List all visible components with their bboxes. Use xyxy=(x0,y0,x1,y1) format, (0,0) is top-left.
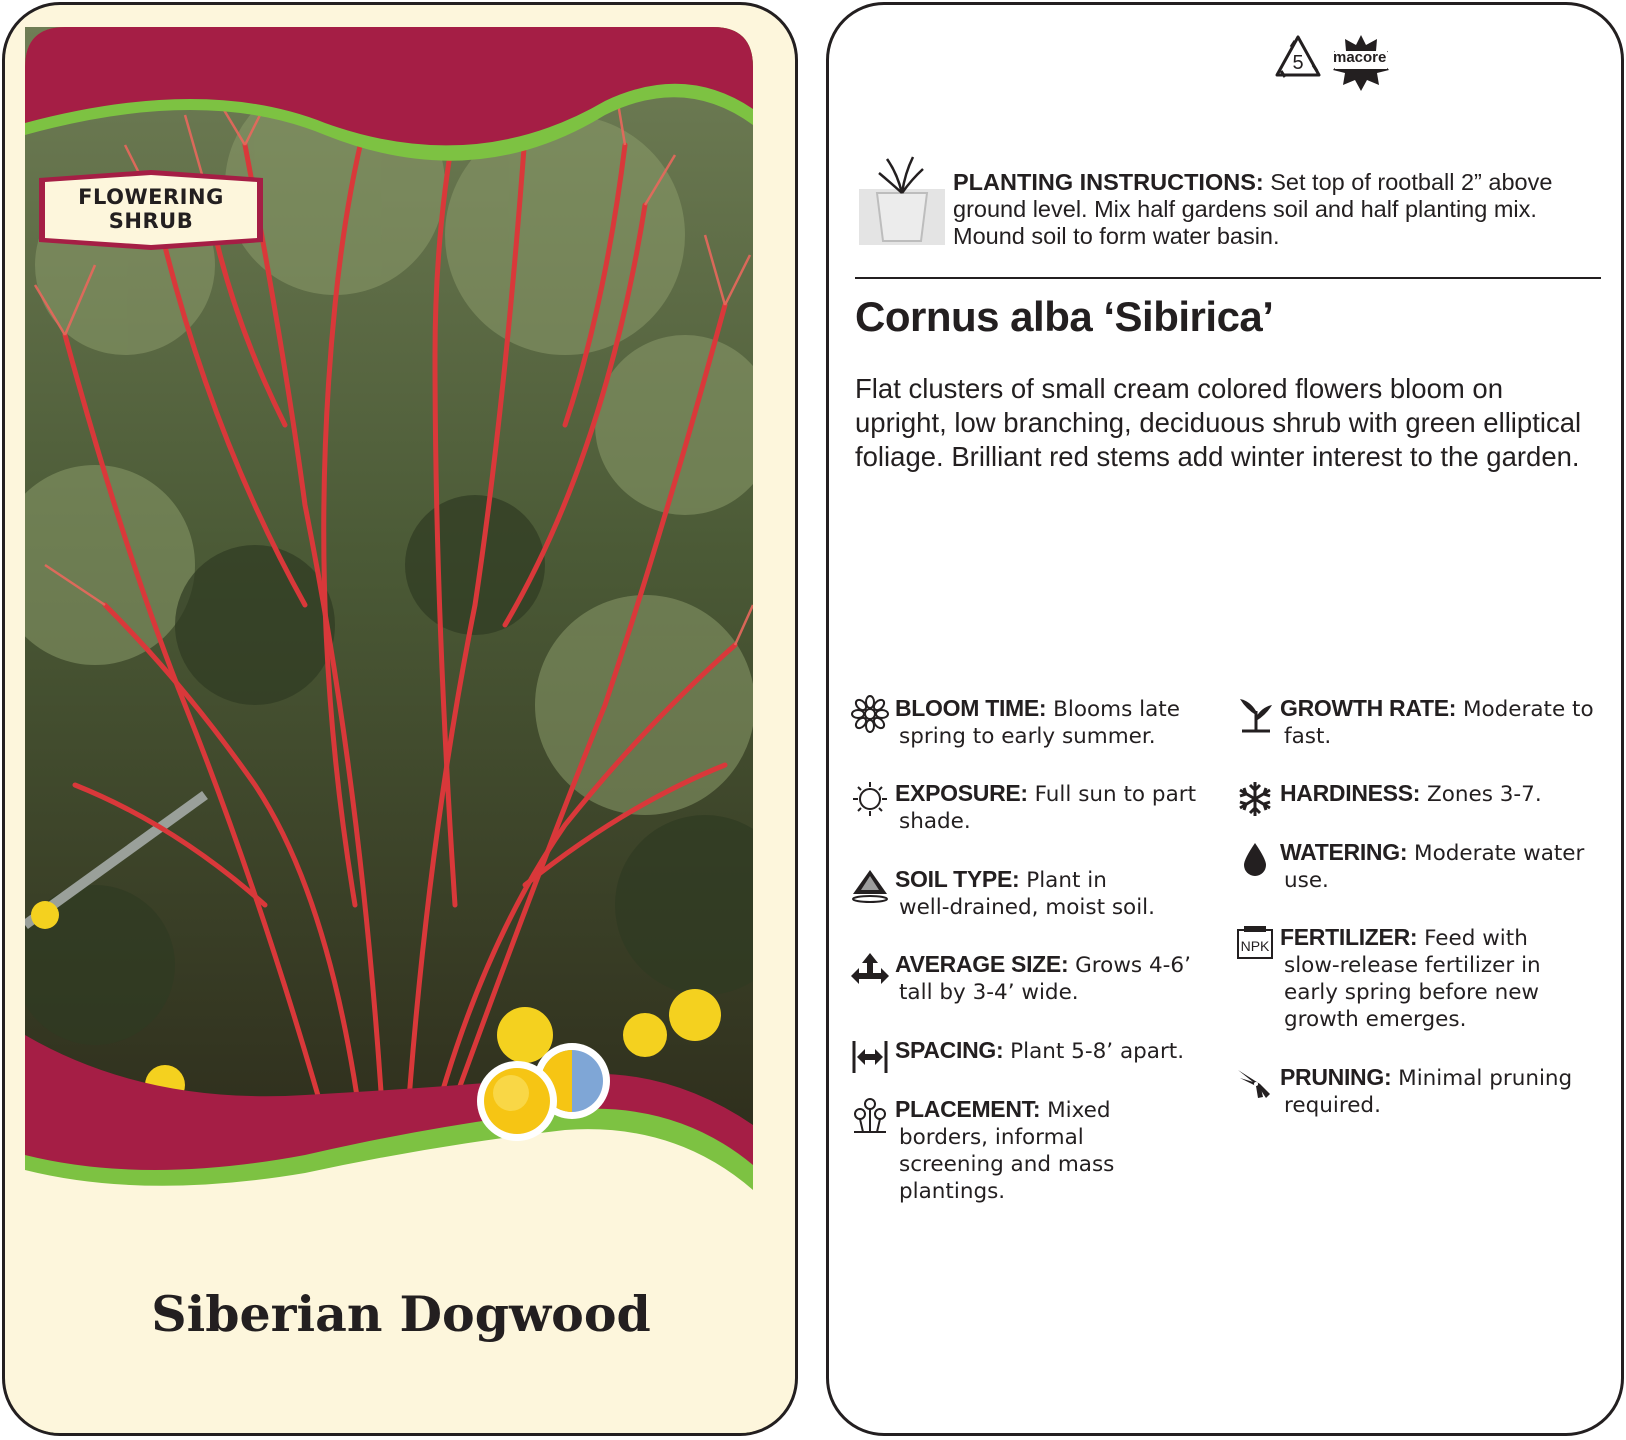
attr-label: PRUNING: xyxy=(1280,1064,1392,1090)
attr-text: Grows 4-6’ xyxy=(1068,953,1191,978)
water-drop-icon xyxy=(1236,839,1274,877)
attr-label: WATERING: xyxy=(1280,839,1408,865)
planting-instructions xyxy=(953,169,1593,250)
attr-text: borders, informal xyxy=(899,1125,1084,1150)
attr-text: Zones 3-7. xyxy=(1420,782,1542,807)
sun-icon xyxy=(851,780,889,818)
attr-text: Feed with xyxy=(1417,926,1528,951)
flower-icon xyxy=(851,695,889,733)
badge-line2: SHRUB xyxy=(108,209,194,233)
attr-text: Blooms late xyxy=(1046,697,1180,722)
attr-growth-rate xyxy=(1280,695,1620,750)
attr-text: spring to early summer. xyxy=(899,724,1156,749)
attr-label: SOIL TYPE: xyxy=(895,866,1020,892)
spacing-icon xyxy=(851,1037,889,1075)
attr-text: Moderate water xyxy=(1407,841,1585,866)
npk-icon-text: NPK xyxy=(1240,938,1270,954)
botanical-name: Cornus alba ‘Sibirica’ xyxy=(855,293,1274,340)
attr-fertilizer xyxy=(1240,924,1620,1033)
attr-label: EXPOSURE: xyxy=(895,780,1028,806)
attr-text: slow-release fertilizer in xyxy=(1284,953,1541,978)
recycle-number: 5 xyxy=(1292,52,1304,74)
attr-label: GROWTH RATE: xyxy=(1280,695,1457,721)
attr-label: BLOOM TIME: xyxy=(895,695,1047,721)
attr-text: Plant in xyxy=(1019,868,1107,893)
attr-text: use. xyxy=(1284,868,1329,893)
common-name: Siberian Dogwood xyxy=(151,1285,651,1343)
attr-text: Mixed xyxy=(1040,1098,1111,1123)
attr-text: growth emerges. xyxy=(1284,1007,1467,1032)
attr-exposure xyxy=(895,780,1235,835)
attr-text: well-drained, moist soil. xyxy=(899,895,1155,920)
attr-text: early spring before new xyxy=(1284,980,1540,1005)
badge-line1: FLOWERING xyxy=(78,185,224,209)
attr-label: PLACEMENT: xyxy=(895,1096,1041,1122)
attr-text: Minimal pruning xyxy=(1391,1066,1573,1091)
plant-description: Flat clusters of small cream colored flowers bloom on upright, low branching, deciduous shrub with green elliptical foliage. Brilliant red stems add winter interest to the garden. xyxy=(855,373,1582,472)
full-sun-icon xyxy=(477,1061,557,1141)
attr-text: Moderate to xyxy=(1456,697,1594,722)
attr-text: screening and mass xyxy=(899,1152,1115,1177)
category-label xyxy=(37,185,265,233)
attr-text: required. xyxy=(1284,1093,1381,1118)
attr-bloom-time xyxy=(895,695,1235,750)
attr-text: plantings. xyxy=(899,1179,1006,1204)
attr-text: shade. xyxy=(899,809,971,834)
attr-hardiness xyxy=(1280,780,1620,808)
attr-placement xyxy=(895,1096,1235,1205)
planting-label: PLANTING INSTRUCTIONS: xyxy=(953,169,1264,195)
planting-pot-icon xyxy=(857,153,949,249)
attr-label: HARDINESS: xyxy=(1280,780,1421,806)
attr-text: Full sun to part xyxy=(1027,782,1197,807)
attr-text: tall by 3-4’ wide. xyxy=(899,980,1079,1005)
attr-spacing xyxy=(895,1037,1235,1065)
placement-icon xyxy=(851,1096,889,1134)
macore-label: macore xyxy=(1333,49,1387,66)
front-card xyxy=(2,2,798,1436)
size-icon xyxy=(851,951,889,989)
attr-pruning xyxy=(1280,1064,1620,1119)
divider-rule xyxy=(855,277,1601,279)
attr-label: SPACING: xyxy=(895,1037,1004,1063)
attr-average-size xyxy=(895,951,1235,1006)
npk-icon xyxy=(1236,924,1274,962)
pruners-icon xyxy=(1236,1064,1274,1102)
attr-soil-type xyxy=(895,866,1235,921)
attr-watering xyxy=(1280,839,1620,894)
attr-text: fast. xyxy=(1284,724,1332,749)
soil-icon xyxy=(851,866,889,904)
attr-label: FERTILIZER: xyxy=(1280,924,1418,950)
snowflake-icon xyxy=(1236,780,1274,818)
recycle-5-icon xyxy=(1273,33,1323,81)
back-card xyxy=(826,2,1624,1436)
growth-icon xyxy=(1236,695,1274,733)
attr-label: AVERAGE SIZE: xyxy=(895,951,1069,977)
attr-text: Plant 5-8’ apart. xyxy=(1003,1039,1185,1064)
planting-text: Set top of rootball 2” above ground level. Mix half gardens soil and half planting mix. Mound soil to form water basin. xyxy=(953,169,1553,249)
